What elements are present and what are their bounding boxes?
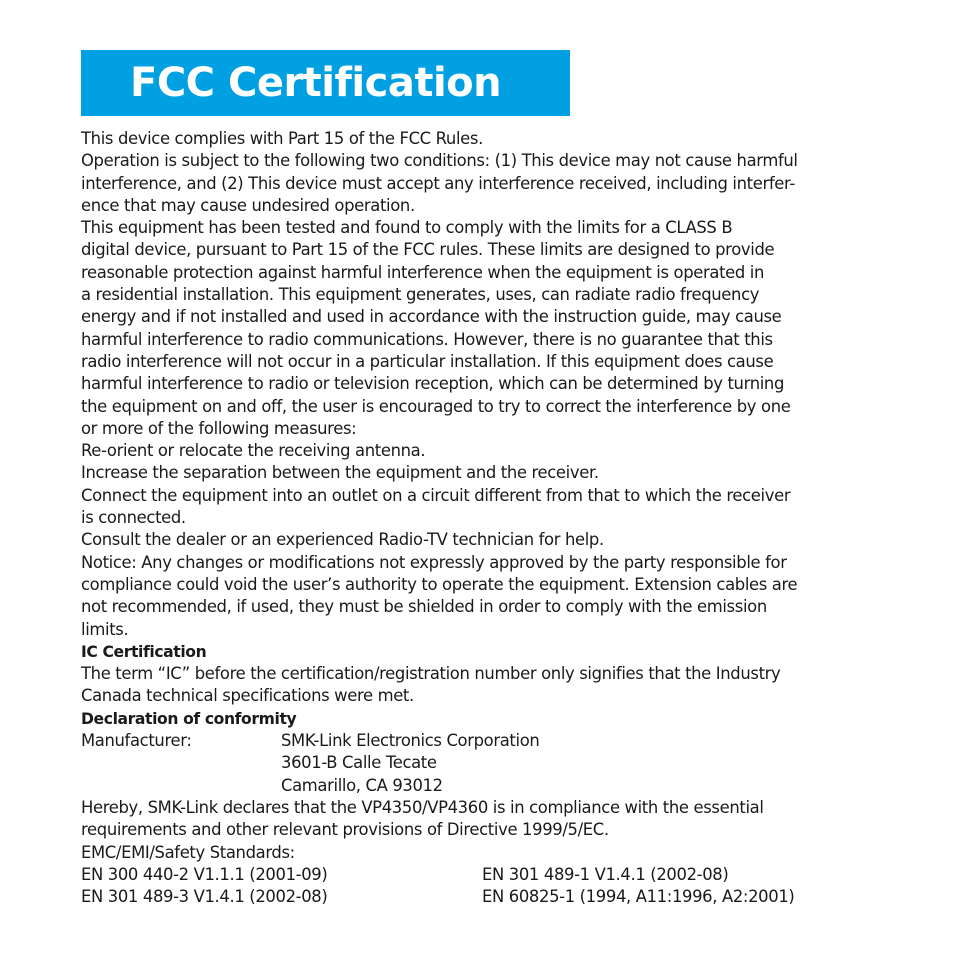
standard-item: EN 300 440-2 V1.1.1 (2001-09)	[81, 864, 328, 884]
ic-certification-heading: IC Certification	[81, 642, 207, 661]
ic-line: The term “IC” before the certification/registration number only signifies that the Industry	[81, 664, 781, 684]
manufacturer-label: Manufacturer:	[81, 731, 192, 751]
body-line: energy and if not installed and used in accordance with the instruction guide, may cause	[81, 307, 782, 327]
declaration-heading: Declaration of conformity	[81, 709, 297, 728]
ic-line: Canada technical specifications were met.	[81, 686, 414, 706]
body-line: reasonable protection against harmful interference when the equipment is operated in	[81, 262, 765, 282]
body-line: compliance could void the user’s authority to operate the equipment. Extension cables are	[81, 574, 798, 594]
body-line: ence that may cause undesired operation.	[81, 195, 415, 215]
standard-item: EN 301 489-1 V1.4.1 (2002-08)	[482, 864, 729, 884]
statement-line: requirements and other relevant provisions of Directive 1999/5/EC.	[81, 820, 609, 840]
body-line: interference, and (2) This device must accept any interference received, including interfer-	[81, 173, 795, 193]
standards-label: EMC/EMI/Safety Standards:	[81, 842, 295, 862]
body-line: the equipment on and off, the user is encouraged to try to correct the interference by one	[81, 396, 791, 416]
body-line: digital device, pursuant to Part 15 of the FCC rules. These limits are designed to provide	[81, 240, 775, 260]
body-line: or more of the following measures:	[81, 418, 357, 438]
manufacturer-street: 3601-B Calle Tecate	[281, 753, 437, 773]
page-title: FCC Certification	[130, 60, 502, 106]
standard-item: EN 301 489-3 V1.4.1 (2002-08)	[81, 887, 328, 907]
body-line: This device complies with Part 15 of the FCC Rules.	[81, 129, 483, 148]
standards-row	[81, 864, 906, 886]
body-line: Re-orient or relocate the receiving antenna.	[81, 441, 426, 461]
body-line: not recommended, if used, they must be shielded in order to comply with the emission	[81, 597, 767, 617]
body-line: harmful interference to radio or television reception, which can be determined by turning	[81, 374, 785, 394]
title-banner	[81, 50, 570, 116]
body-line: Connect the equipment into an outlet on a circuit different from that to which the receiver	[81, 485, 791, 505]
manufacturer-city: Camarillo, CA 93012	[281, 775, 443, 795]
manufacturer-address-row	[81, 752, 906, 774]
body-line: a residential installation. This equipment generates, uses, can radiate radio frequency	[81, 285, 760, 305]
body-line: Increase the separation between the equipment and the receiver.	[81, 463, 599, 483]
body-line: is connected.	[81, 508, 186, 528]
body-line: harmful interference to radio communications. However, there is no guarantee that this	[81, 329, 773, 349]
statement-line: Hereby, SMK-Link declares that the VP4350/VP4360 is in compliance with the essential	[81, 797, 764, 817]
body-line: This equipment has been tested and found to comply with the limits for a CLASS B	[81, 218, 733, 238]
body-line: limits.	[81, 619, 129, 639]
standard-item: EN 60825-1 (1994, A11:1996, A2:2001)	[482, 887, 795, 907]
body-line: Consult the dealer or an experienced Radio-TV technician for help.	[81, 530, 604, 550]
manufacturer-name: SMK-Link Electronics Corporation	[281, 731, 540, 751]
manufacturer-row	[81, 730, 906, 752]
body-line: Operation is subject to the following two conditions: (1) This device may not cause harmful	[81, 151, 798, 171]
body-line: Notice: Any changes or modifications not expressly approved by the party responsible for	[81, 552, 787, 572]
manufacturer-city-row	[81, 775, 906, 797]
standards-row	[81, 886, 906, 908]
body-line: radio interference will not occur in a particular installation. If this equipment does cause	[81, 351, 774, 371]
document-body	[81, 128, 906, 908]
